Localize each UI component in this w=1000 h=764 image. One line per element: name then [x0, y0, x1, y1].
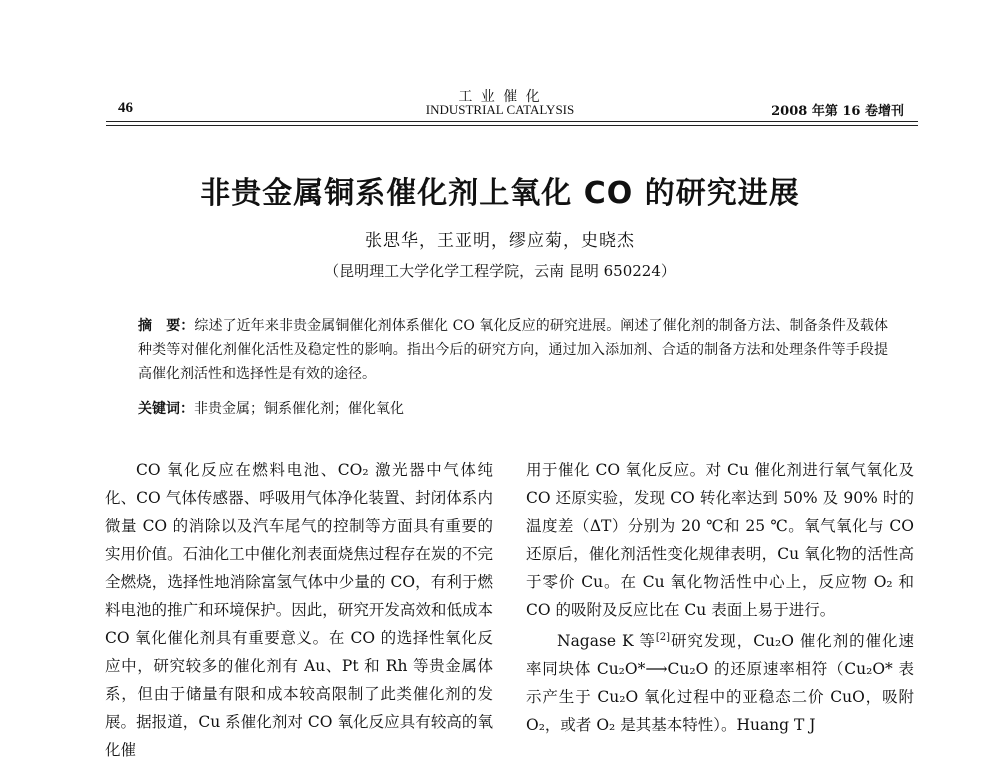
- paragraph-rest: 研究发现，Cu₂O 催化剂的催化速率同块体 Cu₂O*⟶Cu₂O 的还原速率相符（Cu₂O* 表示产生于 Cu₂O 氧化过程中的亚稳态二价 CuO，吸附 O₂，或者 O₂ 是其基本特性）。Huang T J: [526, 632, 914, 735]
- keywords: [138, 398, 888, 418]
- page-number: 46: [118, 100, 133, 116]
- abstract-text: 综述了近年来非贵金属铜催化剂体系催化 CO 氧化反应的研究进展。阐述了催化剂的制备方法、制备条件及载体种类等对催化剂催化活性及稳定性的影响。指出今后的研究方向，通过加入添加剂、合适的制备方法和处理条件等手段提高催化剂活性和选择性是有效的途径。: [138, 318, 889, 382]
- issue-info: 2008 年第 16 卷增刊: [771, 104, 904, 119]
- journal-name-cn: 工 业 催 化: [458, 89, 542, 105]
- keywords-text: 非贵金属；铜系催化剂；催化氧化: [194, 401, 404, 417]
- journal-name-en: INDUSTRIAL CATALYSIS: [425, 102, 575, 117]
- body-paragraph: CO 氧化反应在燃料电池、CO₂ 激光器中气体纯化、CO 气体传感器、呼吸用气体净化装置、封闭体系内微量 CO 的消除以及汽车尾气的控制等方面具有重要的实用价值。石油化工中催化剂表面烧焦过程存在炭的不完全燃烧，选择性地消除富氢气体中少量的 CO，有利于燃料电池的推广和环境保护。因此，研究开发高效和低成本 CO 氧化催化剂具有重要意义。在 CO 的选择性氧化反应中，研究较多的催化剂有 Au、Pt 和 Rh 等贵金属体系，但由于储量有限和成本较高限制了此类催化剂的发展。据报道，Cu 系催化剂对 CO 氧化反应具有较高的氧化催: [105, 461, 493, 759]
- body-column-right: [526, 456, 914, 739]
- keywords-label: 关键词：: [138, 401, 194, 417]
- header-rule-thick: [106, 121, 918, 122]
- paragraph-lead: Nagase K 等: [557, 632, 656, 651]
- header-rule-thin: [106, 125, 918, 126]
- body-column-left: [105, 456, 493, 764]
- article-title: 非贵金属铜系催化剂上氧化 CO 的研究进展: [200, 176, 800, 211]
- body-paragraph: 用于催化 CO 氧化反应。对 Cu 催化剂进行氧气氧化及 CO 还原实验，发现 CO 转化率达到 50% 及 90% 时的温度差（ΔT）分别为 20 ℃和 25 ℃。氧气氧化与 CO 还原后，催化剂活性变化规律表明，Cu 氧化物的活性高于零价 Cu。在 Cu 氧化物活性中心上，反应物 O₂ 和 CO 的吸附及反应比在 Cu 表面上易于进行。: [526, 461, 914, 619]
- abstract-label: 摘 要：: [138, 318, 195, 334]
- abstract: [138, 314, 888, 386]
- citation-ref: [2]: [655, 632, 671, 643]
- article-affiliation: （昆明理工大学化学工程学院，云南 昆明 650224）: [324, 262, 676, 280]
- article-authors: 张思华，王亚明，缪应菊，史晓杰: [365, 231, 635, 251]
- body-paragraph: [526, 624, 914, 739]
